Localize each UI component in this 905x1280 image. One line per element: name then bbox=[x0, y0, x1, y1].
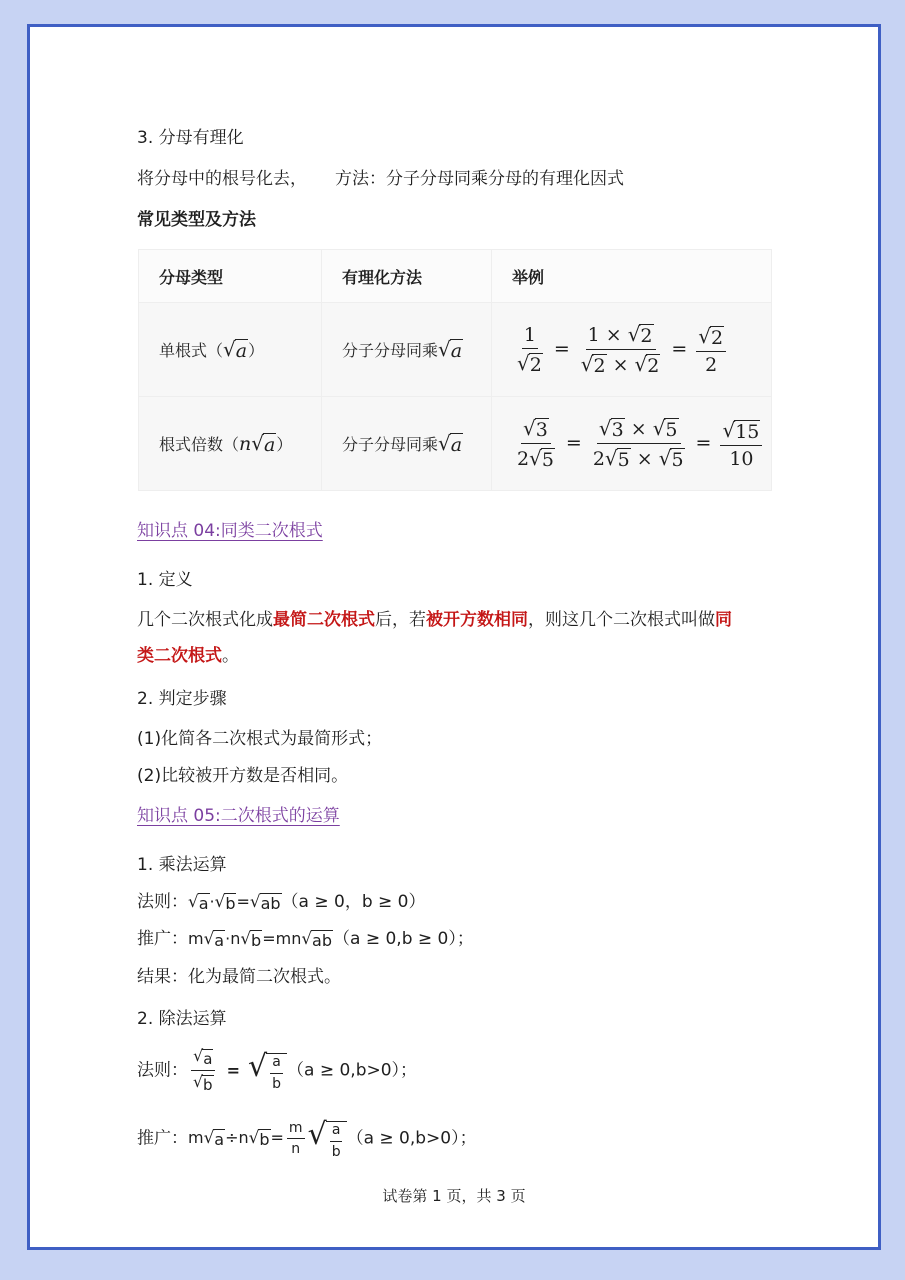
multiplication-heading: 1. 乘法运算 bbox=[137, 855, 227, 875]
types-heading: 常见类型及方法 bbox=[137, 210, 256, 230]
division-heading: 2. 除法运算 bbox=[137, 1009, 227, 1029]
definition-text-line1 bbox=[137, 605, 732, 630]
type-close: ） bbox=[276, 435, 293, 454]
n-sqrt-a-formula: n √ a bbox=[239, 431, 276, 456]
table-row bbox=[139, 397, 772, 491]
mul-rule-condition: （a ≥ 0，b ≥ 0） bbox=[281, 892, 426, 912]
rationalize-desc-a: 将分母中的根号化去， bbox=[137, 169, 307, 189]
table-cell-method bbox=[322, 397, 492, 491]
method-label: 分子分母同乘 bbox=[342, 341, 439, 360]
type-label: 根式倍数（ bbox=[159, 435, 240, 454]
example-formula-2: √ 3 2 √ 5 = √ 3 × √ 5 2 √ 5 × √ 5 = √ 15 10 bbox=[512, 432, 765, 454]
page-footer: 试卷第 1 页，共 3 页 bbox=[382, 1187, 526, 1205]
step-2: (2)比较被开方数是否相同。 bbox=[137, 766, 349, 786]
table-header-cell: 有理化方法 bbox=[322, 250, 492, 303]
definition-heading: 1. 定义 bbox=[137, 570, 193, 590]
table-cell-example bbox=[492, 397, 772, 491]
method-label: 分子分母同乘 bbox=[342, 435, 439, 454]
steps-heading: 2. 判定步骤 bbox=[137, 689, 227, 709]
ext-label: 推广： bbox=[137, 929, 188, 949]
def-highlight: 类二次根式 bbox=[137, 646, 222, 666]
multiplication-rule bbox=[137, 887, 426, 913]
def-highlight: 最简二次根式 bbox=[273, 610, 375, 630]
mul-ext-formula: m √ a ·n √ b =mn √ ab bbox=[188, 928, 333, 950]
type-label: 单根式（ bbox=[159, 341, 224, 360]
table-cell-method bbox=[322, 303, 492, 397]
div-rule-formula: √ a √ b = √ $\frac{a}{b}$ bbox=[188, 1060, 287, 1079]
table-header-cell: 举例 bbox=[492, 250, 772, 303]
def-text: 后，若 bbox=[375, 610, 426, 630]
def-text: 。 bbox=[222, 646, 239, 666]
example-formula-1: 1 √ 2 = 1 × √ 2 √ 2 × √ 2 = √ 2 2 bbox=[512, 338, 729, 360]
step-1: (1)化简各二次根式为最简形式； bbox=[137, 729, 383, 749]
knowledge-point-04-title: 知识点 04:同类二次根式 bbox=[137, 521, 323, 541]
rationalize-desc-b: 方法：分子分母同乘分母的有理化因式 bbox=[335, 169, 624, 189]
sqrt-a-formula: √ a bbox=[438, 431, 463, 456]
def-text: ，则这几个二次根式叫做 bbox=[528, 610, 715, 630]
table-row bbox=[139, 303, 772, 397]
table-header-cell: 分母类型 bbox=[139, 250, 322, 303]
table-cell-type bbox=[139, 397, 322, 491]
multiplication-result bbox=[137, 962, 341, 987]
type-close: ） bbox=[248, 341, 265, 360]
mul-rule-formula: √ a · √ b = √ ab bbox=[188, 891, 281, 913]
def-highlight: 同 bbox=[715, 610, 732, 630]
result-label: 结果： bbox=[137, 967, 188, 987]
result-text: 化为最简二次根式。 bbox=[188, 967, 341, 987]
def-highlight: 被开方数相同 bbox=[426, 610, 528, 630]
table-cell-type bbox=[139, 303, 322, 397]
sqrt-a-formula: √ a bbox=[438, 337, 463, 362]
table-header-row bbox=[139, 250, 772, 303]
def-text: 几个二次根式化成 bbox=[137, 610, 273, 630]
rule-label: 法则： bbox=[137, 892, 188, 912]
multiplication-extension bbox=[137, 924, 474, 950]
sqrt-a-formula: √ a bbox=[223, 337, 248, 362]
section-heading-rationalize: 3. 分母有理化 bbox=[137, 128, 244, 148]
div-ext-formula: m √ a ÷n √ b = $\frac{m}{n}$ √ $\frac{a}{b}$ bbox=[188, 1128, 347, 1147]
div-ext-condition: （a ≥ 0,b>0）； bbox=[346, 1128, 477, 1149]
mul-ext-condition: （a ≥ 0,b ≥ 0）； bbox=[333, 929, 474, 949]
division-rule bbox=[137, 1047, 417, 1094]
ext-label: 推广： bbox=[137, 1128, 188, 1149]
document-page bbox=[27, 24, 881, 1250]
rationalize-description bbox=[137, 164, 624, 189]
knowledge-point-05-title: 知识点 05:二次根式的运算 bbox=[137, 806, 340, 826]
definition-text-line2 bbox=[137, 641, 239, 666]
table-cell-example bbox=[492, 303, 772, 397]
rule-label: 法则： bbox=[137, 1060, 188, 1081]
div-rule-condition: （a ≥ 0,b>0）； bbox=[287, 1060, 418, 1081]
rationalize-table bbox=[138, 249, 772, 491]
division-extension bbox=[137, 1117, 477, 1161]
